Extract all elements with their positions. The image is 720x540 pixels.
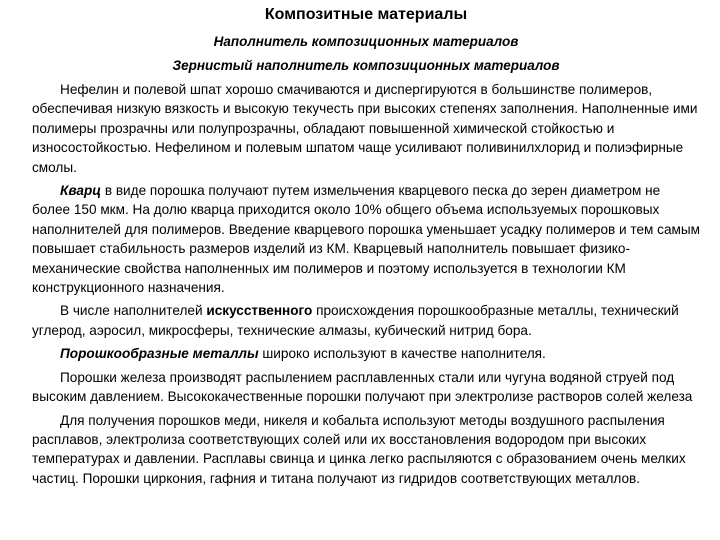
quartz-text: в виде порошка получают путем измельчения кварцевого песка до зерен диаметром не более 150 мкм. На долю кварца приходится около 10% общего объема используемых порошковых наполнителей для полимеров. Введение кварцевого порошка уменьшает усадку полимеров и тем самым повышает стабильность размеров изделий из КМ. Кварцевый наполнитель повышает физико-механические свойства наполненных им полимеров и поэтому используется в технологии КМ конструкционного назначения.: [32, 183, 700, 296]
paragraph-copper-nickel-cobalt: Для получения порошков меди, никеля и кобальта используют методы воздушного распыления расплавов, электролиза соответствующих солей или их восстановления водородом при высоких температурах и давлении. Расплавы свинца и цинка легко распыляются с образованием очень мелких частиц. Порошки циркония, гафния и титана получают из гидридов соответствующих металлов.: [32, 412, 686, 486]
paragraph-powder-metals: [32, 344, 700, 363]
section-heading: Наполнитель композиционных материалов: [213, 34, 519, 49]
term-quartz: Кварц: [60, 183, 102, 199]
artificial-post-text: происхождения порошкообразные металлы, технический углерод, аэросил, микросферы, технические алмазы, кубический нитрид бора.: [32, 303, 679, 338]
page-title: Композитные материалы: [264, 6, 468, 23]
paragraph-quartz: [32, 181, 700, 297]
paragraph-iron-powders: Порошки железа производят распылением расплавленных стали или чугуна водяной струей под высоким давлением. Высококачественные порошки получают при электролизе растворов солей железа: [32, 369, 693, 405]
term-powder-metals: Порошкообразные металлы: [60, 346, 259, 362]
paragraph-nepheline: Нефелин и полевой шпат хорошо смачиваются и диспергируются в большинстве полимеров, обеспечивая низкую вязкость и высокую текучесть при высоких степенях заполнения. Наполненные ими полимеры прозрачны или полупрозрачны, обладают повышенной химической стойкостью и износостойкостью. Нефелином и полевым шпатом чаще усиливают поливинилхлорид и полиэфирные смолы.: [32, 82, 698, 175]
paragraph-artificial-fillers: [32, 301, 700, 340]
artificial-pre-text: В числе наполнителей: [60, 303, 207, 319]
powder-metals-text: широко используют в качестве наполнителя.: [258, 346, 546, 362]
term-artificial: искусственного: [206, 303, 313, 319]
subsection-heading: Зернистый наполнитель композиционных материалов: [172, 58, 560, 73]
